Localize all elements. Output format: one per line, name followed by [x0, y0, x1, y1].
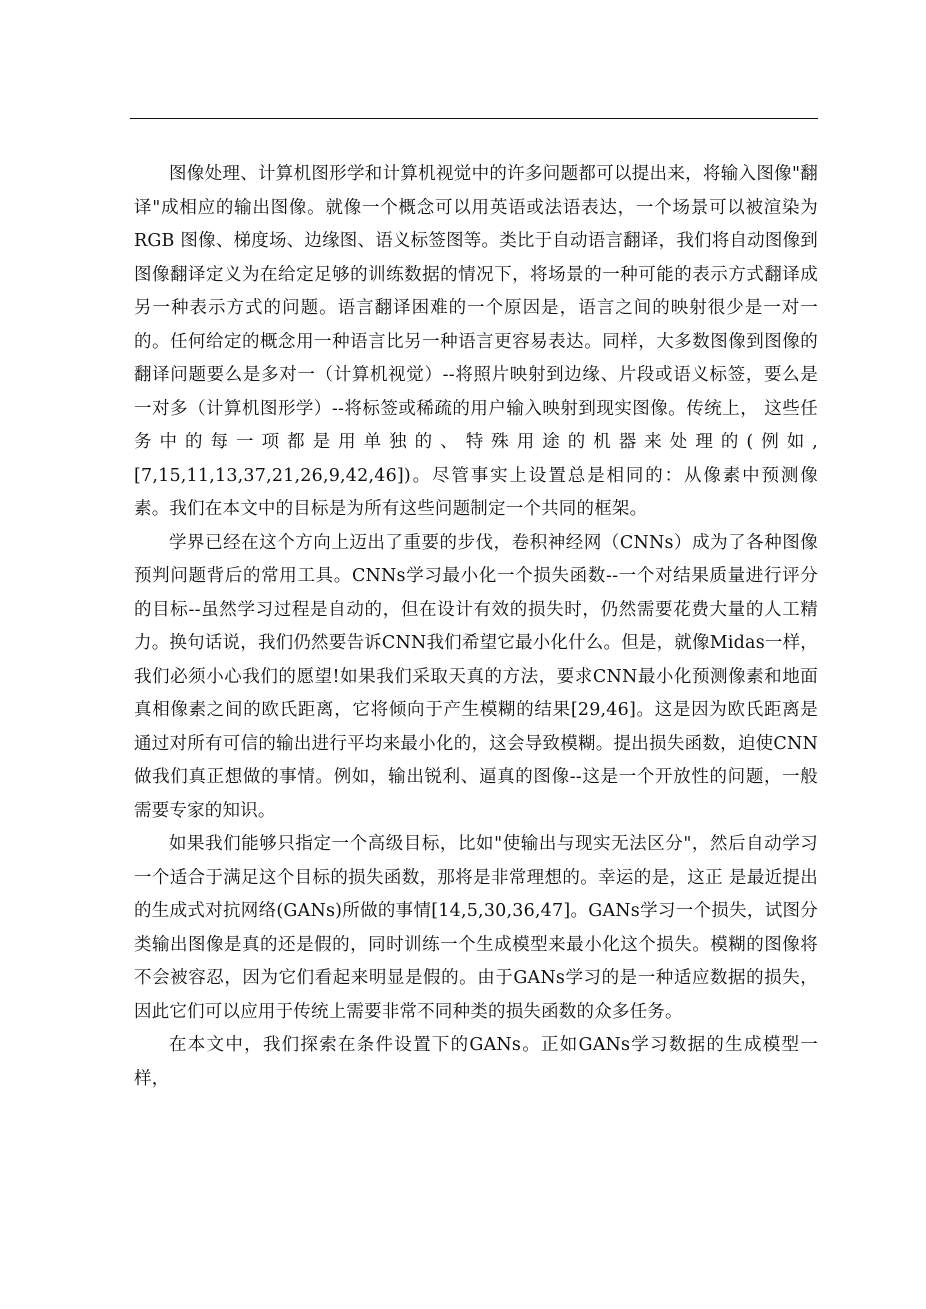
- paragraph-3: 如果我们能够只指定一个高级目标，比如"使输出与现实无法区分"，然后自动学习一个适合于满足这个目标的损失函数，那将是非常理想的。幸运的是，这正 是最近提出的生成式对抗网络(GANs)所做的事情[14,5,30,36,47]。GANs学习一个损失，试图分类输出图像是真的还是假的，同时训练一个生成模型来最小化这个损失。模糊的图像将不会被容忍，因为它们看起来明显是假的。由于GANs学习的是一种适应数据的损失，因此它们可以应用于传统上需要非常不同种类的损失函数的众多任务。: [134, 834, 818, 1022]
- paragraph-4: 在本文中，我们探索在条件设置下的GANs。正如GANs学习数据的生成模型一样，: [134, 1035, 818, 1089]
- paragraph-1: 图像处理、计算机图形学和计算机视觉中的许多问题都可以提出来，将输入图像"翻译"成相应的输出图像。就像一个概念可以用英语或法语表达，一个场景可以被渲染为RGB 图像、梯度场、边缘图、语义标签图等。类比于自动语言翻译，我们将自动图像到图像翻译定义为在给定足够的训练数据的情况下，将场景的一种可能的表示方式翻译成另一种表示方式的问题。语言翻译困难的一个原因是，语言之间的映射很少是一对一的。任何给定的概念用一种语言比另一种语言更容易表达。同样，大多数图像到图像的翻译问题要么是多对一（计算机视觉）--将照片映射到边缘、片段或语义标签，要么是一对多（计算机图形学）--将标签或稀疏的用户输入映射到现实图像。传统上， 这些任务中的每一项都是用单独的、特殊用途的机器来处理的(例如,[7,15,11,13,37,21,26,9,42,46])。尽管事实上设置总是相同的：从像素中预测像素。我们在本文中的目标是为所有这些问题制定一个共同的框架。: [134, 164, 818, 519]
- body-text: [134, 158, 818, 1096]
- header-rule: [130, 118, 818, 119]
- paragraph-2: 学界已经在这个方向上迈出了重要的步伐，卷积神经网（CNNs）成为了各种图像预判问题背后的常用工具。CNNs学习最小化一个损失函数--一个对结果质量进行评分的目标--虽然学习过程是自动的，但在设计有效的损失时，仍然需要花费大量的人工精力。换句话说，我们仍然要告诉CNN我们希望它最小化什么。但是，就像Midas一样，我们必须小心我们的愿望!如果我们采取天真的方法，要求CNN最小化预测像素和地面真相像素之间的欧氏距离，它将倾向于产生模糊的结果[29,46]。这是因为欧氏距离是通过对所有可信的输出进行平均来最小化的，这会导致模糊。提出损失函数，迫使CNN做我们真正想做的事情。例如，输出锐利、逼真的图像--这是一个开放性的问题，一般需要专家的知识。: [134, 532, 818, 821]
